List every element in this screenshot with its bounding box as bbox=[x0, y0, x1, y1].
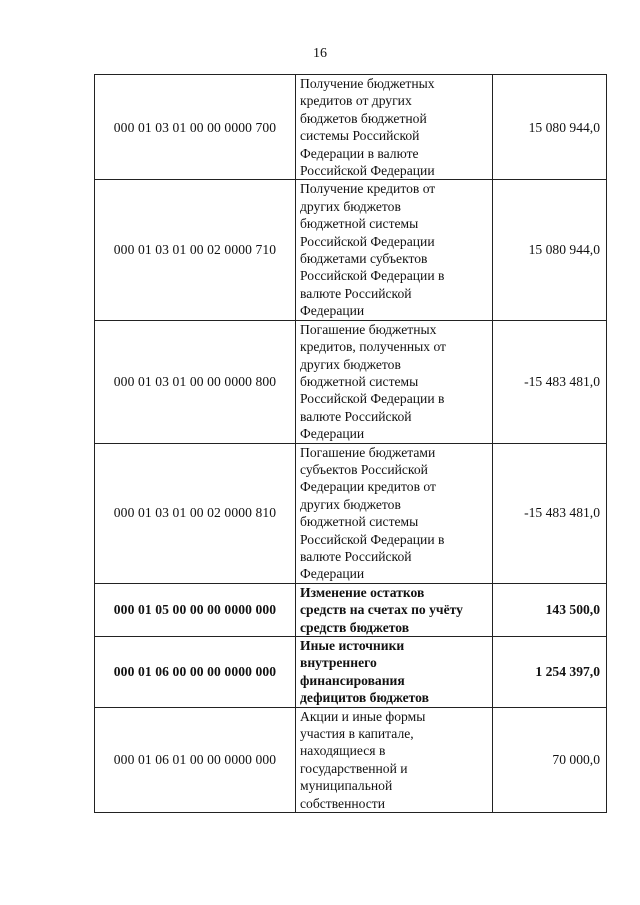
source-name-line: Федерации bbox=[300, 426, 365, 442]
table-row bbox=[95, 180, 607, 320]
table-row bbox=[95, 320, 607, 443]
source-name-line: валюте Российской bbox=[300, 408, 412, 424]
table-row bbox=[95, 75, 607, 180]
source-name-line: собственности bbox=[300, 795, 386, 811]
source-name-line: находящиеся в bbox=[300, 743, 386, 759]
source-name-line: бюджетной системы bbox=[300, 514, 419, 530]
source-name-line: финансирования bbox=[300, 672, 405, 688]
source-name-line: Федерации кредитов от bbox=[300, 479, 436, 495]
source-name-line: государственной и bbox=[300, 760, 408, 776]
source-name-line: Погашение бюджетами bbox=[300, 444, 436, 460]
source-name-line: валюте Российской bbox=[300, 548, 412, 564]
source-name-line: Российской Федерации в bbox=[300, 268, 445, 284]
budget-code-cell: 000 01 05 00 00 00 0000 000 bbox=[95, 583, 296, 636]
source-name-line: Акции и иные формы bbox=[300, 708, 426, 724]
source-name-line: Российской Федерации bbox=[300, 163, 435, 179]
budget-code-cell: 000 01 03 01 00 02 0000 710 bbox=[95, 180, 296, 320]
source-name-line: бюджетной системы bbox=[300, 216, 419, 232]
source-name-line: других бюджетов bbox=[300, 356, 401, 372]
budget-code-cell: 000 01 03 01 00 02 0000 810 bbox=[95, 443, 296, 583]
source-name-line: других бюджетов bbox=[300, 198, 401, 214]
amount-cell: -15 483 481,0 bbox=[493, 320, 607, 443]
source-name-line: внутреннего bbox=[300, 655, 377, 671]
budget-code-cell: 000 01 06 00 00 00 0000 000 bbox=[95, 637, 296, 708]
table-row bbox=[95, 583, 607, 636]
source-name-line: бюджетами субъектов bbox=[300, 251, 428, 267]
source-name-line: бюджетной системы bbox=[300, 373, 419, 389]
source-name-cell bbox=[296, 443, 493, 583]
amount-cell: 143 500,0 bbox=[493, 583, 607, 636]
page-number: 16 bbox=[313, 46, 327, 61]
source-name-line: других бюджетов bbox=[300, 496, 401, 512]
budget-code-cell: 000 01 06 01 00 00 0000 000 bbox=[95, 707, 296, 812]
source-name-line: Российской Федерации в bbox=[300, 531, 445, 547]
source-name-cell bbox=[296, 180, 493, 320]
source-name-line: участия в капитале, bbox=[300, 726, 414, 742]
source-name-line: кредитов от других bbox=[300, 93, 412, 109]
source-name-cell bbox=[296, 707, 493, 812]
source-name-line: системы Российской bbox=[300, 128, 420, 144]
source-name-line: Федерации bbox=[300, 303, 365, 319]
source-name-cell bbox=[296, 320, 493, 443]
amount-cell: 1 254 397,0 bbox=[493, 637, 607, 708]
source-name-line: Федерации в валюте bbox=[300, 145, 419, 161]
source-name-line: Федерации bbox=[300, 566, 365, 582]
source-name-line: муниципальной bbox=[300, 778, 393, 794]
amount-cell: -15 483 481,0 bbox=[493, 443, 607, 583]
source-name-line: Российской Федерации bbox=[300, 233, 435, 249]
source-name-line: средств на счетах по учёту bbox=[300, 602, 463, 618]
source-name-line: Получение кредитов от bbox=[300, 181, 436, 197]
source-name-cell bbox=[296, 583, 493, 636]
source-name-line: Изменение остатков bbox=[300, 584, 425, 600]
source-name-cell bbox=[296, 637, 493, 708]
amount-cell: 15 080 944,0 bbox=[493, 180, 607, 320]
budget-code-cell: 000 01 03 01 00 00 0000 700 bbox=[95, 75, 296, 180]
amount-cell: 70 000,0 bbox=[493, 707, 607, 812]
table-row bbox=[95, 637, 607, 708]
source-name-line: валюте Российской bbox=[300, 285, 412, 301]
budget-sources-table bbox=[94, 74, 607, 813]
source-name-line: бюджетов бюджетной bbox=[300, 110, 427, 126]
source-name-line: Российской Федерации в bbox=[300, 391, 445, 407]
source-name-line: средств бюджетов bbox=[300, 619, 410, 635]
table-body bbox=[95, 75, 607, 813]
source-name-line: Получение бюджетных bbox=[300, 76, 435, 91]
source-name-cell bbox=[296, 75, 493, 180]
source-name-line: Погашение бюджетных bbox=[300, 321, 437, 337]
budget-code-cell: 000 01 03 01 00 00 0000 800 bbox=[95, 320, 296, 443]
amount-cell: 15 080 944,0 bbox=[493, 75, 607, 180]
table-row bbox=[95, 707, 607, 812]
source-name-line: дефицитов бюджетов bbox=[300, 690, 429, 706]
source-name-line: Иные источники bbox=[300, 638, 405, 653]
source-name-line: субъектов Российской bbox=[300, 461, 428, 477]
source-name-line: кредитов, полученных от bbox=[300, 339, 446, 355]
table-row bbox=[95, 443, 607, 583]
